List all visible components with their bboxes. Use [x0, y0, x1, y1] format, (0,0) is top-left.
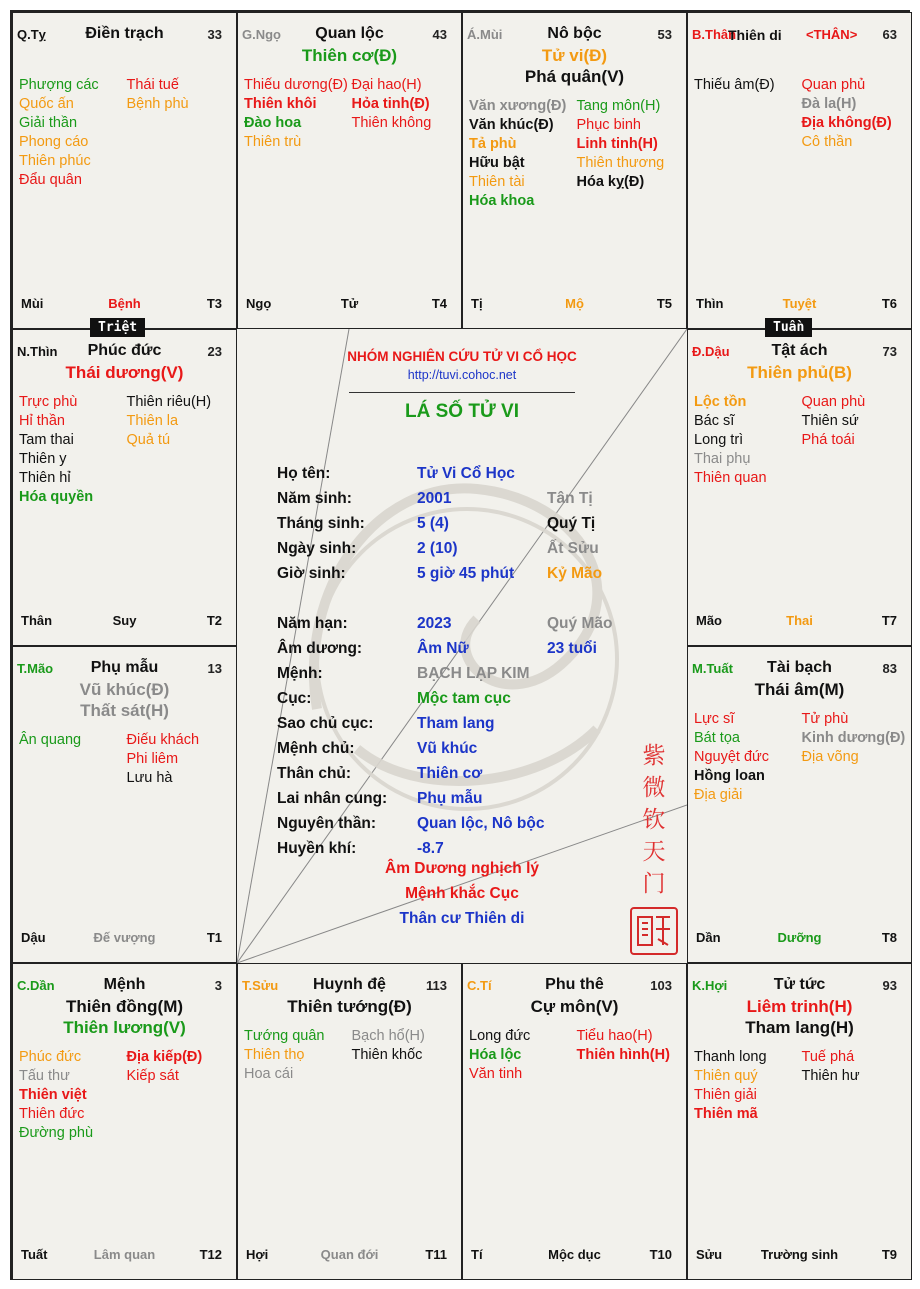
info-value: BẠCH LẠP KIM — [417, 665, 530, 682]
star-item: Đường phù — [19, 1125, 94, 1141]
star-item: Phá toái — [801, 432, 855, 448]
palace-index: T6 — [881, 296, 897, 311]
palace-footer — [463, 296, 686, 314]
palace-footer — [13, 930, 236, 948]
palace-index: T8 — [881, 930, 897, 945]
minor-stars — [244, 76, 459, 152]
star-item: Địa võng — [801, 749, 859, 765]
seal-char: 门 — [642, 870, 666, 896]
star-item: Hóa lộc — [469, 1047, 522, 1063]
info-label: Tháng sinh: — [277, 515, 365, 532]
group-name: NHÓM NGHIÊN CỨU TỬ VI CỔ HỌC — [347, 349, 577, 364]
flow-branch: Tí — [471, 1247, 483, 1262]
life-stage: Bệnh — [108, 296, 141, 311]
star-column — [127, 393, 235, 507]
palace-code: K.Hợi — [692, 978, 728, 993]
triet-tag: Triệt — [90, 318, 145, 337]
info-value: Âm Nữ — [417, 640, 469, 657]
palace-cell[interactable] — [12, 329, 237, 646]
info-label: Giờ sinh: — [277, 565, 346, 582]
flow-branch: Tị — [471, 296, 483, 311]
main-star: Thiên đồng(M) — [65, 997, 184, 1016]
palace-footer — [13, 613, 236, 631]
star-item: Thiên khốc — [351, 1047, 423, 1063]
info-value: 2001 — [417, 490, 452, 507]
star-item: Hữu bật — [469, 155, 525, 171]
star-item: Thiên thương — [576, 155, 665, 171]
life-stage: Quan đới — [320, 1247, 379, 1262]
palace-code: M.Tuất — [692, 661, 733, 676]
star-item: Thiên đức — [19, 1106, 85, 1122]
main-star: Thiên tướng(Đ) — [287, 997, 412, 1016]
life-stage: Mộc dục — [548, 1247, 601, 1262]
star-item: Thiên trù — [244, 134, 302, 150]
palace-age: 103 — [650, 978, 672, 993]
star-item: Giải thần — [19, 115, 78, 131]
star-item: Đà la(H) — [801, 96, 857, 112]
star-item: Quan phủ — [801, 77, 866, 93]
info-value: Phụ mẫu — [417, 790, 483, 807]
star-item: Bát tọa — [694, 730, 740, 746]
palace-code: Á.Mùi — [467, 27, 503, 42]
flow-branch: Tuất — [21, 1247, 48, 1262]
info-value: 5 giờ 45 phút — [417, 565, 515, 582]
main-star: Thiên phủ(B) — [747, 363, 852, 382]
red-stamp — [630, 907, 678, 955]
main-star: Vũ khúc(Đ) — [79, 680, 170, 699]
info-label: Mệnh: — [277, 665, 323, 682]
star-column — [244, 76, 352, 152]
star-column — [694, 393, 802, 488]
main-star: Tham lang(H) — [745, 1018, 854, 1037]
flow-branch: Thìn — [696, 296, 724, 311]
info-value: Tham lang — [417, 715, 495, 732]
note-line: Mệnh khắc Cục — [405, 885, 519, 902]
star-item: Quả tú — [126, 432, 171, 448]
palace-name: Phụ mẫu — [90, 659, 159, 676]
star-item: Quốc ấn — [19, 96, 74, 112]
life-stage: Trường sinh — [760, 1247, 839, 1262]
seal-char: 天 — [642, 838, 666, 864]
seal-char: 微 — [642, 774, 666, 800]
palace-index: T3 — [206, 296, 222, 311]
info-label: Nguyên thần: — [277, 815, 377, 832]
main-star: Liêm trinh(H) — [746, 997, 853, 1016]
star-item: Văn tinh — [469, 1066, 523, 1082]
star-item: Tấu thư — [19, 1068, 70, 1084]
main-star: Cự môn(V) — [530, 997, 619, 1016]
star-item: Thiếu âm(Đ) — [694, 77, 775, 93]
star-item: Phượng các — [19, 77, 99, 93]
star-item: Thái tuế — [126, 77, 179, 93]
star-item: Tuế phá — [801, 1049, 855, 1065]
star-item: Lực sĩ — [694, 711, 735, 727]
star-item: Tam thai — [19, 432, 74, 448]
seal-char: 紫 — [642, 742, 666, 768]
flow-branch: Dần — [696, 930, 721, 945]
minor-stars — [469, 1027, 684, 1084]
palace-age: 113 — [426, 978, 447, 993]
palace-footer — [13, 1247, 236, 1265]
flow-branch: Thân — [21, 613, 53, 628]
star-item: Hóa khoa — [469, 193, 535, 209]
star-item: Hóa quyền — [19, 489, 94, 505]
star-item: Thiên thọ — [244, 1047, 305, 1063]
star-column — [127, 76, 235, 190]
star-column — [577, 97, 685, 211]
star-item: Tiểu hao(H) — [576, 1028, 653, 1044]
star-item: Thiên hình(H) — [576, 1047, 670, 1063]
star-column — [352, 1027, 460, 1084]
star-item: Bác sĩ — [694, 413, 735, 429]
star-item: Hỏa tinh(Đ) — [351, 96, 430, 112]
star-column — [19, 1048, 127, 1143]
info-extra: Ất Sửu — [547, 540, 599, 557]
info-extra: Kỷ Mão — [547, 565, 603, 582]
star-item: Tang môn(H) — [576, 98, 661, 114]
life-stage: Tử — [340, 296, 359, 311]
palace-age: 43 — [432, 27, 447, 42]
info-value: -8.7 — [417, 840, 444, 857]
star-item: Phi liêm — [126, 751, 179, 767]
note-line: Thân cư Thiên di — [399, 910, 525, 927]
star-item: Tử phù — [801, 711, 849, 727]
palace-code: T.Sửu — [242, 978, 279, 993]
star-column — [469, 97, 577, 211]
star-item: Thiên giải — [694, 1087, 757, 1103]
minor-stars — [19, 731, 234, 788]
star-item: Quan phù — [801, 394, 866, 410]
info-value: 2 (10) — [417, 540, 458, 557]
palace-cell[interactable] — [12, 12, 237, 329]
star-item: Kiếp sát — [126, 1068, 179, 1084]
main-stars — [13, 679, 236, 721]
life-stage: Dưỡng — [777, 930, 822, 945]
palace-cell[interactable] — [687, 329, 912, 646]
main-stars — [238, 996, 461, 1017]
star-item: Hỉ thần — [19, 413, 65, 429]
main-stars — [688, 996, 911, 1038]
palace-index: T7 — [881, 613, 897, 628]
divider — [349, 392, 575, 393]
palace-cell[interactable] — [687, 646, 912, 963]
info-label: Năm hạn: — [277, 615, 348, 632]
star-item: Long trì — [694, 432, 744, 448]
palace-cell[interactable] — [462, 963, 687, 1280]
star-item: Đẩu quân — [19, 172, 82, 188]
minor-stars — [694, 76, 909, 152]
info-extra: Quý Tị — [547, 515, 596, 532]
info-label: Cục: — [277, 690, 312, 707]
palace-name: Tử tức — [773, 976, 826, 993]
palace-cell[interactable] — [12, 963, 237, 1280]
star-item: Thiên la — [126, 413, 179, 429]
star-item: Lưu hà — [126, 770, 173, 786]
palace-code: Đ.Dậu — [692, 344, 730, 359]
star-item: Phúc đức — [19, 1049, 82, 1065]
palace-name: Phúc đức — [87, 342, 162, 359]
palace-age: 53 — [657, 27, 672, 42]
star-column — [802, 710, 910, 805]
palace-name: Nô bộc — [547, 25, 602, 42]
palace-name: Tài bạch — [767, 659, 832, 676]
star-item: Địa không(Đ) — [801, 115, 892, 131]
star-item: Văn khúc(Đ) — [469, 117, 554, 133]
star-item: Hồng loan — [694, 768, 765, 784]
main-stars — [463, 996, 686, 1017]
star-item: Thiếu dương(Đ) — [244, 77, 348, 93]
minor-stars — [19, 76, 234, 190]
info-label: Họ tên: — [277, 465, 331, 482]
palace-footer — [688, 1247, 911, 1265]
info-extra: Tân Tị — [547, 490, 593, 507]
palace-cell[interactable] — [237, 12, 462, 329]
star-column — [802, 1048, 910, 1124]
star-item: Thiên quan — [694, 470, 767, 486]
info-label: Mệnh chủ: — [277, 740, 355, 757]
info-value: 2023 — [417, 615, 452, 632]
info-label: Lai nhân cung: — [277, 790, 388, 807]
minor-stars — [469, 97, 684, 211]
minor-stars — [19, 1048, 234, 1143]
seal-text — [639, 739, 669, 899]
palace-index: T12 — [199, 1247, 222, 1262]
info-value: 5 (4) — [417, 515, 449, 532]
palace-cell[interactable] — [237, 963, 462, 1280]
life-stage: Suy — [112, 613, 137, 628]
palace-name: Thiên di — [728, 27, 782, 43]
star-item: Văn xương(Đ) — [469, 98, 567, 114]
palace-index: T4 — [431, 296, 447, 311]
star-item: Thiên sứ — [801, 413, 859, 429]
star-item: Lộc tồn — [694, 394, 747, 410]
palace-footer — [688, 296, 911, 314]
star-column — [694, 1048, 802, 1124]
flow-branch: Dậu — [21, 930, 46, 945]
palace-code: T.Mão — [17, 661, 54, 676]
star-column — [19, 76, 127, 190]
info-value: Tử Vi Cổ Học — [417, 465, 515, 482]
star-column — [802, 76, 910, 152]
palace-age: 63 — [882, 27, 897, 42]
tuvi-chart — [10, 10, 910, 1280]
info-value: Mộc tam cục — [417, 690, 511, 707]
flow-branch: Sửu — [696, 1247, 723, 1262]
star-item: Thiên riêu(H) — [126, 394, 212, 410]
star-column — [577, 1027, 685, 1084]
star-column — [352, 76, 460, 152]
star-item: Thiên hư — [801, 1068, 860, 1084]
star-item: Trực phù — [19, 394, 78, 410]
minor-stars — [694, 1048, 909, 1124]
palace-age: 93 — [882, 978, 897, 993]
star-item: Long đức — [469, 1028, 531, 1044]
palace-code: B.Thân — [692, 27, 737, 42]
main-star: Tử vi(Đ) — [541, 46, 608, 65]
palace-cell[interactable] — [12, 646, 237, 963]
palace-age: 83 — [882, 661, 897, 676]
star-column — [19, 393, 127, 507]
star-item: Thiên phúc — [19, 153, 91, 169]
info-label: Thân chủ: — [277, 765, 352, 782]
main-stars — [688, 362, 911, 383]
chart-title: LÁ SỐ TỬ VI — [405, 401, 519, 422]
palace-index: T5 — [656, 296, 672, 311]
center-info-panel — [237, 329, 687, 963]
palace-name: Tật ách — [771, 342, 828, 359]
star-item: Hóa kỵ(Đ) — [576, 174, 645, 190]
star-item: Hoa cái — [244, 1066, 294, 1082]
website-link[interactable]: http://tuvi.cohoc.net — [407, 368, 517, 382]
palace-code: C.Dần — [17, 978, 55, 993]
palace-cell[interactable] — [462, 12, 687, 329]
star-column — [127, 1048, 235, 1143]
palace-age: 33 — [207, 27, 222, 42]
minor-stars — [244, 1027, 459, 1084]
palace-cell[interactable] — [687, 12, 912, 329]
star-item: Bệnh phù — [126, 96, 189, 112]
star-item: Cô thần — [801, 134, 853, 150]
flow-branch: Ngọ — [246, 296, 272, 311]
info-value: Vũ khúc — [417, 740, 478, 757]
palace-index: T10 — [649, 1247, 672, 1262]
star-item: Thanh long — [694, 1049, 767, 1065]
main-stars — [238, 45, 461, 66]
seal-char: 钦 — [642, 806, 666, 832]
star-item: Kinh dương(Đ) — [801, 730, 906, 746]
life-stage: Mộ — [565, 296, 584, 311]
star-column — [694, 710, 802, 805]
star-column — [802, 393, 910, 488]
life-stage: Lâm quan — [93, 1247, 156, 1262]
main-stars — [13, 362, 236, 383]
main-star: Phá quân(V) — [524, 67, 625, 86]
star-column — [19, 731, 127, 788]
palace-code: Q.Tỵ — [17, 27, 46, 42]
info-label: Huyền khí: — [277, 840, 357, 857]
palace-index: T1 — [206, 930, 222, 945]
star-item: Bạch hổ(H) — [351, 1028, 425, 1044]
star-item: Tả phù — [469, 136, 517, 152]
star-item: Đại hao(H) — [351, 77, 422, 93]
star-item: Điếu khách — [126, 732, 200, 748]
star-item: Thiên khôi — [244, 96, 317, 112]
palace-code: G.Ngọ — [242, 27, 281, 42]
main-star: Thất sát(H) — [80, 701, 169, 720]
palace-footer — [463, 1247, 686, 1265]
main-star: Thiên cơ(Đ) — [301, 46, 398, 65]
star-column — [694, 76, 802, 152]
palace-cell[interactable] — [687, 963, 912, 1280]
main-star: Thiên lương(V) — [63, 1018, 186, 1037]
palace-name: Mệnh — [103, 976, 146, 993]
info-label: Năm sinh: — [277, 490, 352, 507]
palace-code: C.Tí — [467, 978, 492, 993]
star-column — [469, 1027, 577, 1084]
info-extra: Quý Mão — [547, 615, 613, 632]
info-label: Ngày sinh: — [277, 540, 357, 557]
stamp-icon — [632, 909, 676, 953]
minor-stars — [694, 710, 909, 805]
star-item: Thiên mã — [694, 1106, 758, 1122]
palace-index: T2 — [206, 613, 222, 628]
palace-footer — [688, 613, 911, 631]
info-value: Quan lộc, Nô bộc — [417, 815, 545, 832]
palace-index: T11 — [425, 1247, 447, 1262]
palace-code: N.Thìn — [17, 344, 58, 359]
palace-index: T9 — [881, 1247, 897, 1262]
star-item: Thiên hỉ — [19, 470, 71, 486]
minor-stars — [694, 393, 909, 488]
life-stage: Đế vượng — [93, 930, 156, 945]
palace-footer — [238, 296, 461, 314]
palace-age: 13 — [207, 661, 222, 676]
star-item: Thiên tài — [469, 174, 525, 190]
than-badge: <THÂN> — [806, 27, 858, 42]
star-item: Địa kiếp(Đ) — [126, 1049, 203, 1065]
palace-name: Phu thê — [545, 976, 604, 993]
main-stars — [688, 679, 911, 700]
main-star: Thái dương(V) — [65, 363, 184, 382]
star-item: Linh tinh(H) — [576, 136, 658, 152]
tuan-tag: Tuần — [765, 318, 812, 337]
info-value: Thiên cơ — [417, 765, 483, 782]
star-item: Phong cáo — [19, 134, 89, 150]
palace-name: Huynh đệ — [313, 976, 386, 993]
life-stage: Tuyệt — [782, 296, 817, 311]
palace-footer — [13, 296, 236, 314]
star-item: Thiên y — [19, 451, 67, 467]
minor-stars — [19, 393, 234, 507]
palace-footer — [238, 1247, 461, 1265]
star-item: Tướng quân — [244, 1028, 325, 1044]
flow-branch: Mùi — [21, 296, 44, 311]
star-item: Nguyệt đức — [694, 749, 769, 765]
star-column — [244, 1027, 352, 1084]
palace-name: Quan lộc — [315, 25, 384, 42]
palace-footer — [688, 930, 911, 948]
star-column — [127, 731, 235, 788]
palace-age: 23 — [207, 344, 222, 359]
main-stars — [463, 45, 686, 87]
star-item: Đào hoa — [244, 115, 302, 131]
palace-age: 73 — [882, 344, 897, 359]
flow-branch: Hợi — [246, 1247, 269, 1262]
main-star: Thái âm(M) — [754, 680, 845, 699]
star-item: Phục binh — [576, 117, 641, 133]
note-line: Âm Dương nghịch lý — [385, 860, 539, 877]
star-item: Thiên không — [351, 115, 432, 131]
star-item: Thiên việt — [19, 1087, 87, 1103]
palace-age: 3 — [214, 978, 222, 993]
info-label: Âm dương: — [277, 640, 363, 657]
star-item: Thai phụ — [694, 451, 751, 467]
flow-branch: Mão — [696, 613, 722, 628]
star-item: Ân quang — [19, 732, 82, 748]
info-extra: 23 tuổi — [547, 640, 597, 657]
palace-name: Điền trạch — [85, 25, 164, 42]
star-item: Thiên quý — [694, 1068, 758, 1084]
star-item: Địa giải — [694, 787, 743, 803]
life-stage: Thai — [786, 613, 813, 628]
main-stars — [13, 996, 236, 1038]
info-label: Sao chủ cục: — [277, 715, 374, 732]
